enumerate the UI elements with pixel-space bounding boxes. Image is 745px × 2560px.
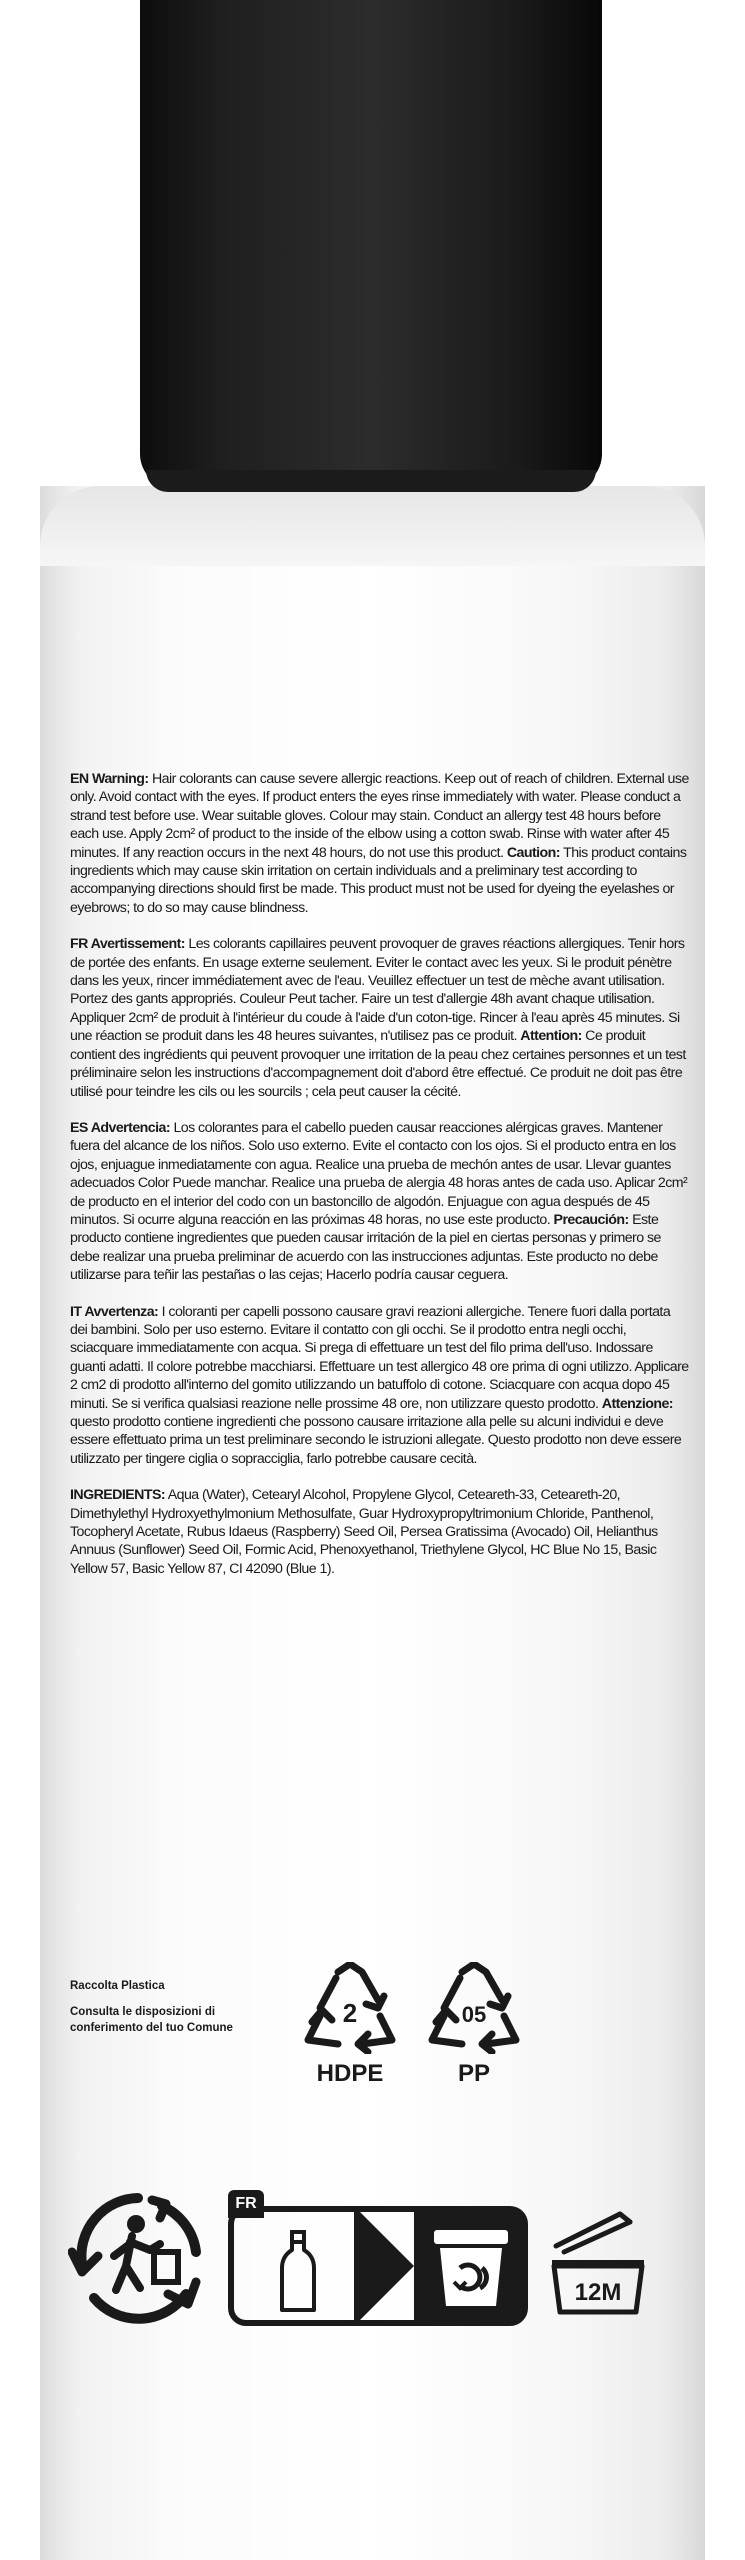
warning-es-text: Los colorantes para el cabello pueden causar reacciones alérgicas graves. Mantener fuera del alcance de los niños. Solo uso externo. Evite el contacto con los ojos. Si el producto entra en los ojos, enjuague inmediatamente con agua. Realice una prueba de mechón antes de usar. Llevar guantes adecuados Color Puede manchar. Realice una prueba de alergia 48 horas antes de cada uso. Aplicar 2cm² de producto en el interior del codo con un bastoncillo de algodón. Enjuague con agua después de 45 minutos. Si ocurre alguna reacción en las próximas 48 horas, no use este producto. bbox=[70, 1119, 688, 1228]
bottle-icon bbox=[278, 2230, 318, 2314]
triman-country-badge: FR bbox=[228, 2190, 264, 2218]
caution-en-heading: Caution: bbox=[506, 844, 560, 861]
recycling-code-hdpe-icon bbox=[300, 1962, 400, 2054]
ingredients bbox=[70, 1486, 690, 1578]
bottle-shoulder bbox=[40, 486, 705, 566]
warning-it-heading: IT Avvertenza: bbox=[70, 1303, 159, 1320]
ingredients-text: Aqua (Water), Cetearyl Alcohol, Propylene Glycol, Ceteareth-33, Ceteareth-20, Dimethylethyl Hydroxyethylmonium Methosulfate, Guar Hydroxypropyltrimonium Chloride, Panthenol, Tocopheryl Acetate, Rubus Idaeus (Raspberry) Seed Oil, Persea Gratissima (Avocado) Oil, Helianthus Annuus (Sunflower) Seed Oil, Formic Acid, Phenoxyethanol, Triethylene Glycol, HC Blue No 15, Basic Yellow 57, Basic Yellow 87, CI 42090 (Blue 1). bbox=[70, 1487, 658, 1577]
recycling-code-pp-icon bbox=[424, 1962, 524, 2054]
warning-fr-heading: FR Avertissement: bbox=[70, 936, 185, 953]
warning-es-heading: ES Advertencia: bbox=[70, 1119, 171, 1136]
period-after-opening-icon bbox=[546, 2200, 650, 2320]
pp-label: PP bbox=[457, 2060, 490, 2087]
hdpe-code-number: 2 bbox=[342, 1998, 358, 2028]
caution-fr-text: Ce produit contient des ingrédients qui peuvent provoquer une irritation de la peau chez certaines personnes et un test préliminaire selon les instructions d'accompagnement doit d'abord être effectué. Ce produit ne doit pas être utilisé pour teindre les cils ou les sourcils ; cela peut causer la cécité. bbox=[70, 1028, 686, 1100]
recycling-bin-icon bbox=[430, 2226, 512, 2310]
caution-fr-heading: Attention: bbox=[520, 1028, 582, 1045]
bottle-cap-rim bbox=[146, 470, 596, 492]
bottle-cap bbox=[140, 0, 602, 488]
warning-it bbox=[70, 1303, 690, 1469]
caution-en-text: This product contains ingredients which may cause skin irritation on certain individuals and a preliminary test according to accompanying directions should first be made. This product must not be used for dyeing the eyelashes or eyebrows; to do so may cause blindness. bbox=[70, 844, 687, 916]
warning-es bbox=[70, 1119, 690, 1285]
warning-fr-text: Les colorants capillaires peuvent provoquer de graves réactions allergiques. Tenir hors de portée des enfants. En usage externe seulement. Eviter le contact avec les yeux. Si le produit pénètre dans les yeux, rincer immédiatement avec de l'eau. Veuillez effectuer un test de mèche avant utilisation. Portez des gants appropriés. Couleur Peut tacher. Faire un test d'allergie 48h avant chaque utilisation. Appliquer 2cm² de produit à l'intérieur du coude à l'aide d'un coton-tige. Rincer à l'eau après 45 minutes. Si une réaction se produit dans les 48 heures suivantes, n'utilisez pas ce produit. bbox=[70, 936, 685, 1045]
recycling-instructions: Consulta le disposizioni di conferimento del tuo Comune bbox=[70, 2006, 233, 2034]
warning-fr bbox=[70, 935, 690, 1101]
caution-it-heading: Attenzione: bbox=[601, 1395, 673, 1412]
caution-it-text: questo prodotto contiene ingredienti che possono causare irritazione alla pelle su alcuni individui e deve essere effettuato prima un test preliminare secondo le istruzioni allegate. Questo prodotto non deve essere utilizzato per tingere ciglia o sopracciglia, farlo potrebbe causare cecità. bbox=[70, 1414, 682, 1467]
caution-es-heading: Precaución: bbox=[553, 1211, 629, 1228]
tidyman-recycle-icon bbox=[68, 2186, 208, 2326]
warning-en bbox=[70, 770, 690, 917]
hdpe-label: HDPE bbox=[316, 2060, 384, 2087]
pao-months: 12M bbox=[574, 2279, 622, 2306]
recycling-note bbox=[70, 1978, 290, 2036]
ingredients-heading: INGREDIENTS: bbox=[70, 1487, 166, 1504]
recycling-title: Raccolta Plastica bbox=[70, 1980, 165, 1992]
triman-info-block bbox=[228, 2195, 528, 2326]
warning-en-text: Hair colorants can cause severe allergic reactions. Keep out of reach of children. External use only. Avoid contact with the eyes. If product enters the eyes rinse immediately with water. Please conduct a strand test before use. Wear suitable gloves. Colour may stain. Conduct an allergy test 48 hours before each use. Apply 2cm² of product to the inside of the elbow using a cotton swab. Rinse with water after 45 minutes. If any reaction occurs in the next 48 hours, do not use this product. bbox=[70, 771, 689, 861]
warning-it-text: I coloranti per capelli possono causare gravi reazioni allergiche. Tenere fuori dalla portata dei bambini. Solo per uso esterno. Evitare il contatto con gli occhi. Se il prodotto entra negli occhi, sciacquare immediatamente con acqua. Si prega di effettuare un test del filo prima dell'uso. Indossare guanti adatti. Il colore potrebbe macchiarsi. Effettuare un test allergico 48 ore prima di ogni utilizzo. Applicare 2 cm2 di prodotto all'interno del gomito utilizzando un batuffolo di cotone. Sciacquare con acqua dopo 45 minuti. Se si verifica qualsiasi reazione nelle prossime 48 ore, non utilizzare questo prodotto. bbox=[70, 1303, 689, 1412]
warning-en-heading: EN Warning: bbox=[70, 771, 149, 787]
pp-code-number: 05 bbox=[461, 2002, 487, 2027]
caution-es-text: Este producto contiene ingredientes que pueden causar irritación de la piel en ciertas personas y primero se debe realizar una prueba preliminar de acuerdo con las instrucciones adjuntas. Este producto no debe utilizarse para teñir las pestañas o las cejas; Hacerlo podría causar ceguera. bbox=[70, 1211, 661, 1284]
product-label bbox=[70, 770, 690, 1596]
